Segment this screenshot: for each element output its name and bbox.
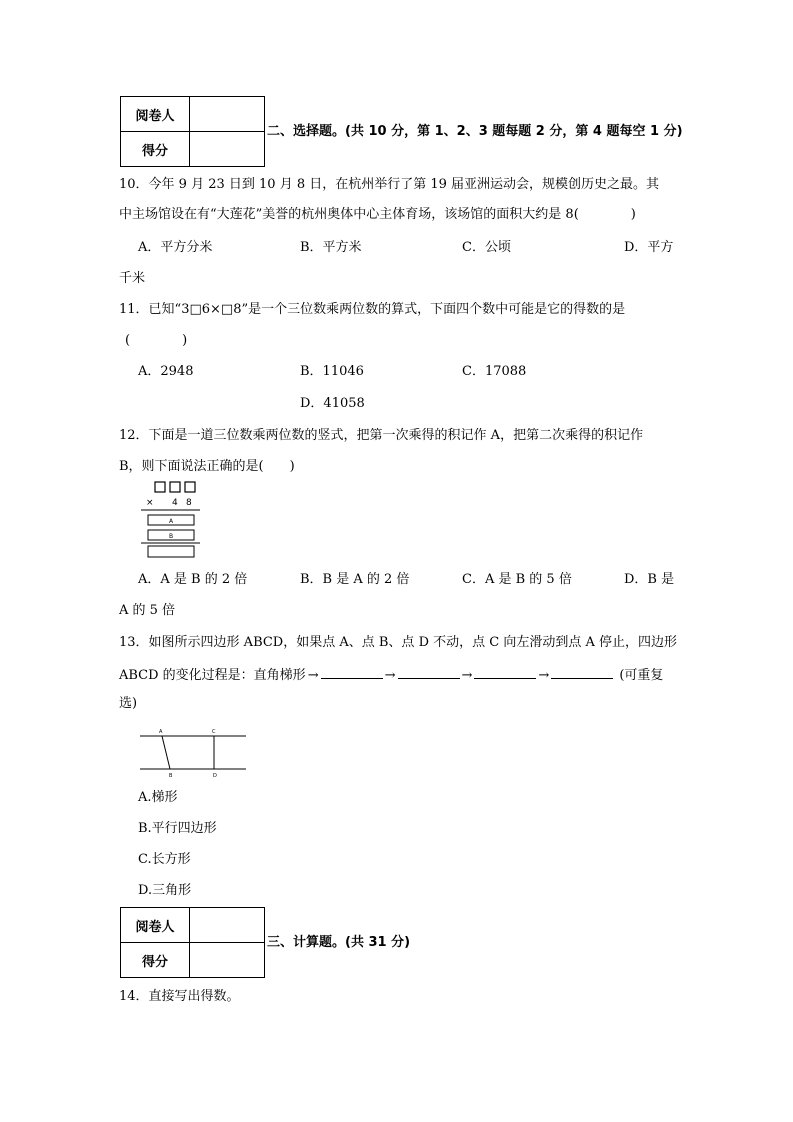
- multiplier-digit-4: 4: [172, 498, 178, 508]
- arrow-1: →: [307, 668, 319, 683]
- digit-box-3: [185, 482, 195, 492]
- q12-line1: 12．下面是一道三位数乘两位数的竖式，把第一次乘得的积记作 A，把第二次乘得的积记作: [119, 428, 644, 443]
- q10-option-d-cont: 千米: [119, 271, 146, 286]
- arrow-2: →: [384, 668, 396, 683]
- q11-option-c: C．17088: [462, 364, 527, 379]
- vertex-a-label: A: [159, 729, 163, 735]
- q13-option-a: A.梯形: [138, 790, 178, 805]
- score-label: 得分: [121, 943, 190, 978]
- q11-option-b: B．11046: [300, 364, 364, 379]
- q13-line2-suffix: (可重复: [619, 668, 664, 683]
- arrow-3: →: [461, 668, 473, 683]
- side-ab: [162, 736, 170, 769]
- score-label: 得分: [121, 132, 190, 167]
- vertex-b-label: B: [169, 773, 173, 779]
- answer-blank-1[interactable]: [321, 664, 383, 679]
- score-cell: [190, 132, 265, 167]
- product-a-label: A: [168, 518, 174, 525]
- digit-box-2: [170, 482, 180, 492]
- q12-option-b: B．B 是 A 的 2 倍: [300, 572, 410, 587]
- q13-option-c: C.长方形: [138, 852, 191, 867]
- reviewer-cell: [190, 908, 265, 943]
- reviewer-label: 阅卷人: [121, 908, 190, 943]
- q11-line2: ( ): [125, 333, 188, 348]
- q12-option-c: C．A 是 B 的 5 倍: [462, 572, 572, 587]
- q11-line1: 11．已知“3□6×□8”是一个三位数乘两位数的算式，下面四个数中可能是它的得数的是: [119, 302, 626, 317]
- q12-option-d-cont: A 的 5 倍: [119, 603, 176, 618]
- q11-option-d: D．41058: [300, 396, 365, 411]
- reviewer-cell: [190, 97, 265, 132]
- q12-option-a: A．A 是 B 的 2 倍: [138, 572, 248, 587]
- answer-blank-3[interactable]: [474, 664, 536, 679]
- q13-line2-prefix: ABCD 的变化过程是：直角梯形: [119, 668, 306, 683]
- q12-multiplication-figure: [138, 480, 208, 562]
- product-b-label: B: [168, 533, 174, 540]
- q13-option-d: D.三角形: [138, 883, 192, 898]
- q10-option-c: C．公顷: [462, 240, 511, 255]
- q13-line2: [119, 664, 663, 685]
- score-box-section2: [120, 96, 265, 167]
- q10-option-d: D．平方: [624, 240, 674, 255]
- q13-line3: 选): [119, 696, 138, 711]
- q12-line2: B，则下面说法正确的是( ): [119, 459, 295, 474]
- q10-line2: 中主场馆设在有“大莲花”美誉的杭州奥体中心主体育场，该场馆的面积大约是 8( ): [119, 207, 636, 222]
- q13-line1: 13．如图所示四边形 ABCD，如果点 A、点 B、点 D 不动，点 C 向左滑动到点 A 停止，四边形: [119, 635, 677, 650]
- multiplier-digit-8: 8: [186, 498, 192, 508]
- q13-quadrilateral-figure: [138, 726, 248, 782]
- score-cell: [190, 943, 265, 978]
- section2-header: 二、选择题。(共 10 分，第 1、2、3 题每题 2 分，第 4 题每空 1 分): [267, 124, 683, 139]
- q12-option-d: D．B 是: [624, 572, 675, 587]
- reviewer-label: 阅卷人: [121, 97, 190, 132]
- score-box-section3: [120, 907, 265, 978]
- times-sign: ×: [146, 498, 154, 508]
- vertex-c-label: C: [212, 729, 216, 735]
- q10-line1: 10．今年 9 月 23 日到 10 月 8 日，在杭州举行了第 19 届亚洲运动会，规模创历史之最。其: [119, 177, 660, 192]
- arrow-4: →: [538, 668, 550, 683]
- section3-header: 三、计算题。(共 31 分): [267, 935, 411, 950]
- vertex-d-label: D: [213, 773, 217, 779]
- answer-blank-4[interactable]: [551, 664, 613, 679]
- q10-option-a: A．平方分米: [138, 240, 213, 255]
- q13-option-b: B.平行四边形: [138, 821, 217, 836]
- q11-option-a: A．2948: [138, 364, 194, 379]
- result-box: [148, 546, 194, 557]
- digit-box-1: [155, 482, 165, 492]
- q14-line1: 14．直接写出得数。: [119, 989, 240, 1004]
- q10-option-b: B．平方米: [300, 240, 362, 255]
- answer-blank-2[interactable]: [398, 664, 460, 679]
